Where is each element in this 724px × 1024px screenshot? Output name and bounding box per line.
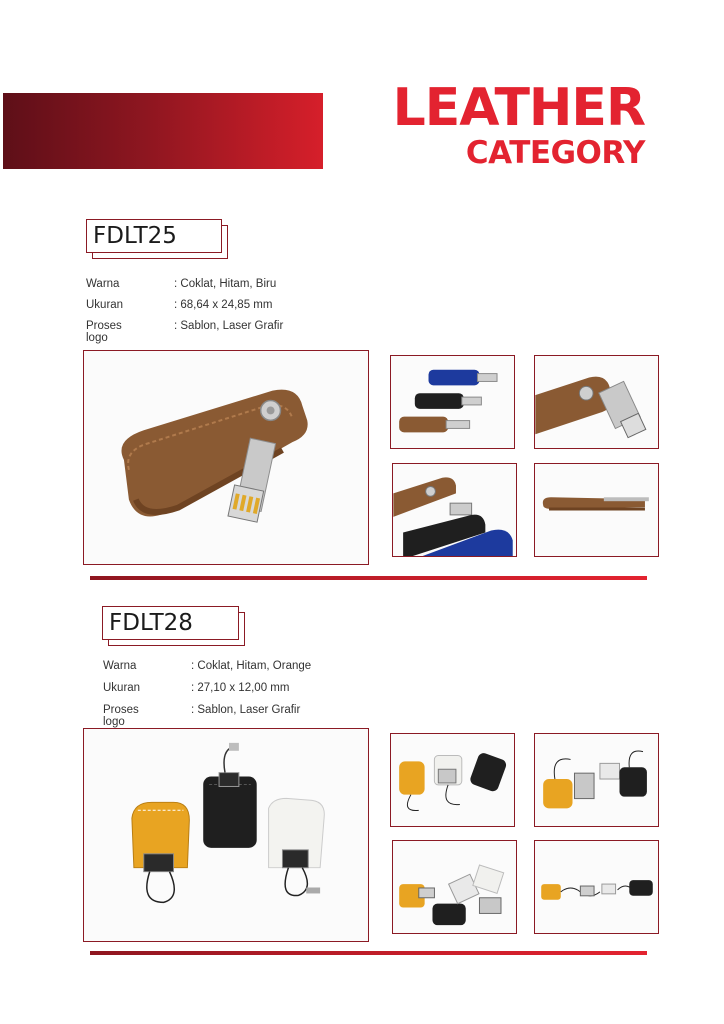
- spec-value: : Coklat, Hitam, Orange: [191, 660, 312, 672]
- product-thumbnail: [390, 355, 515, 449]
- product-main-photo: [83, 728, 369, 942]
- spec-label: Warna: [86, 278, 120, 290]
- spec-label: Ukuran: [86, 299, 124, 311]
- spec-label: Proses logo: [86, 320, 122, 344]
- spec-value: : Coklat, Hitam, Biru: [174, 278, 277, 290]
- spec-value: : 68,64 x 24,85 mm: [174, 299, 273, 311]
- product-thumbnail: [392, 463, 517, 557]
- product-code-box: [86, 219, 222, 253]
- spec-value: : 27,10 x 12,00 mm: [191, 682, 290, 694]
- spec-value: : Sablon, Laser Grafir: [191, 704, 301, 716]
- page-subtitle: CATEGORY: [465, 135, 645, 171]
- product-thumbnail: [534, 355, 659, 449]
- page-title: LEATHER: [392, 78, 645, 138]
- section-divider: [90, 576, 647, 580]
- product-main-photo: [83, 350, 369, 565]
- spec-value: : Sablon, Laser Grafir: [174, 320, 284, 332]
- product-thumbnail: [390, 733, 515, 827]
- header-banner-bar: [3, 93, 323, 169]
- product-code-box: [102, 606, 239, 640]
- section-divider: [90, 951, 647, 955]
- product-thumbnail: [534, 840, 659, 934]
- product-code: FDLT25: [86, 219, 222, 253]
- spec-label: Proses logo: [103, 704, 139, 728]
- product-thumbnail: [534, 733, 659, 827]
- spec-label: Warna: [103, 660, 137, 672]
- product-code: FDLT28: [102, 606, 239, 640]
- spec-label: Ukuran: [103, 682, 141, 694]
- product-thumbnail: [392, 840, 517, 934]
- product-thumbnail: [534, 463, 659, 557]
